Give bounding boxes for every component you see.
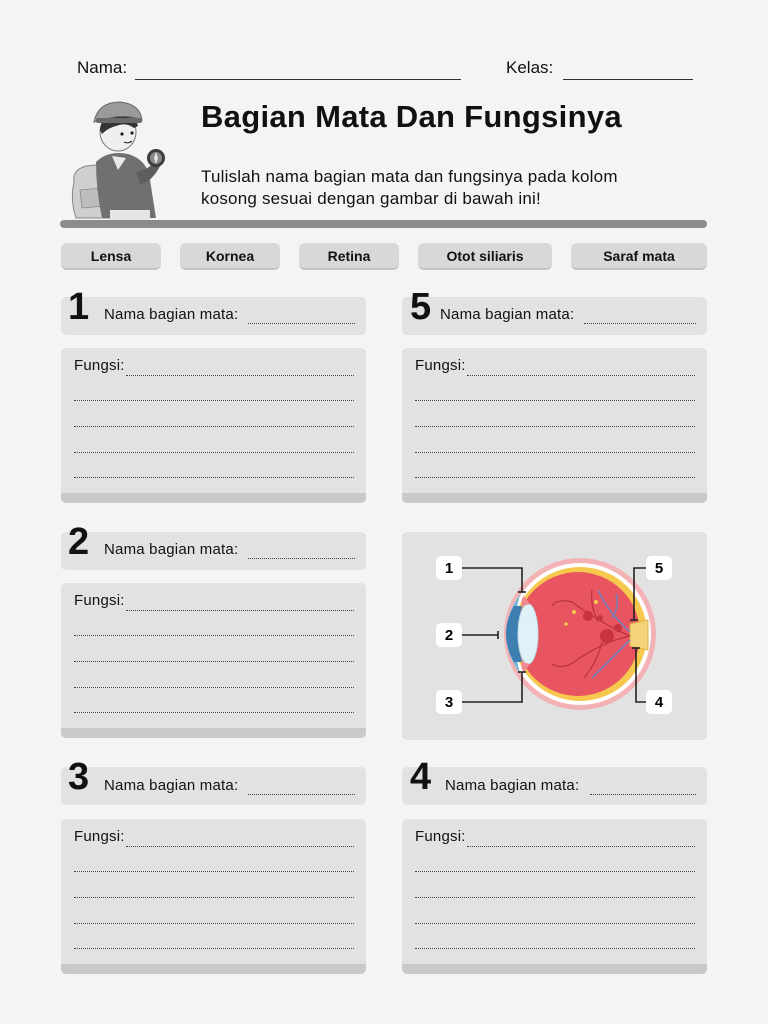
function-line[interactable] [415, 477, 695, 478]
function-line[interactable] [415, 400, 695, 401]
eye-label-3: 3 [444, 694, 454, 711]
function-line[interactable] [415, 948, 695, 949]
instructions: Tulislah nama bagian mata dan fungsinya pada kolom kosong sesuai dengan gambar di bawah ini! [201, 167, 618, 208]
function-line[interactable] [74, 687, 354, 688]
function-line[interactable] [126, 375, 354, 376]
class-label: Kelas: [506, 58, 554, 77]
function-box-4 [402, 819, 707, 974]
function-box-1 [61, 348, 366, 503]
function-line[interactable] [467, 846, 695, 847]
function-box-2 [61, 583, 366, 738]
name-answer-field-4[interactable] [590, 794, 696, 795]
function-label-3: Fungsi: [74, 828, 125, 845]
word-chip-retina: Retina [299, 243, 399, 270]
word-chip-saraf-mata: Saraf mata [571, 243, 707, 270]
name-answer-field-5[interactable] [584, 323, 696, 324]
function-line[interactable] [74, 635, 354, 636]
card-number-5: 5 [410, 286, 432, 328]
function-label-4: Fungsi: [415, 828, 466, 845]
card-number-1: 1 [68, 286, 90, 328]
box-footer [61, 493, 366, 503]
function-line[interactable] [415, 452, 695, 453]
function-label-2: Fungsi: [74, 592, 125, 609]
eye-diagram-panel [402, 532, 707, 740]
box-footer [402, 964, 707, 974]
name-answer-field-1[interactable] [248, 323, 355, 324]
name-answer-field-3[interactable] [248, 794, 355, 795]
card-number-3: 3 [68, 756, 90, 798]
function-line[interactable] [467, 375, 695, 376]
page-title: Bagian Mata Dan Fungsinya [201, 99, 622, 134]
eye-anatomy-illustration [402, 532, 707, 740]
name-label: Nama: [77, 58, 128, 77]
function-box-5 [402, 348, 707, 503]
name-label-5: Nama bagian mata: [440, 306, 575, 323]
name-answer-field-2[interactable] [248, 558, 355, 559]
function-line[interactable] [74, 477, 354, 478]
function-line[interactable] [74, 712, 354, 713]
eye-label-2: 2 [444, 627, 454, 644]
word-chip-otot-siliaris: Otot siliaris [418, 243, 552, 270]
name-label-3: Nama bagian mata: [104, 777, 239, 794]
function-line[interactable] [74, 948, 354, 949]
function-line[interactable] [74, 400, 354, 401]
function-box-3 [61, 819, 366, 974]
function-line[interactable] [74, 426, 354, 427]
card-number-2: 2 [68, 521, 90, 563]
function-line[interactable] [415, 871, 695, 872]
function-line[interactable] [415, 897, 695, 898]
function-line[interactable] [74, 871, 354, 872]
name-label-4: Nama bagian mata: [445, 777, 580, 794]
boy-explorer-illustration [66, 100, 176, 222]
function-line[interactable] [74, 897, 354, 898]
function-line[interactable] [415, 426, 695, 427]
header-divider [60, 220, 707, 228]
box-footer [61, 964, 366, 974]
function-line[interactable] [74, 452, 354, 453]
name-label-2: Nama bagian mata: [104, 541, 239, 558]
card-number-4: 4 [410, 756, 432, 798]
word-chip-lensa: Lensa [61, 243, 161, 270]
function-label-5: Fungsi: [415, 357, 466, 374]
box-footer [61, 728, 366, 738]
function-line[interactable] [74, 923, 354, 924]
eye-label-1: 1 [444, 560, 454, 577]
eye-label-4: 4 [654, 694, 664, 711]
function-line[interactable] [74, 661, 354, 662]
name-field[interactable] [135, 79, 461, 80]
function-line[interactable] [415, 923, 695, 924]
word-chip-kornea: Kornea [180, 243, 280, 270]
function-line[interactable] [126, 610, 354, 611]
function-line[interactable] [126, 846, 354, 847]
box-footer [402, 493, 707, 503]
name-label-1: Nama bagian mata: [104, 306, 239, 323]
function-label-1: Fungsi: [74, 357, 125, 374]
class-field[interactable] [563, 79, 693, 80]
eye-label-5: 5 [654, 560, 664, 577]
